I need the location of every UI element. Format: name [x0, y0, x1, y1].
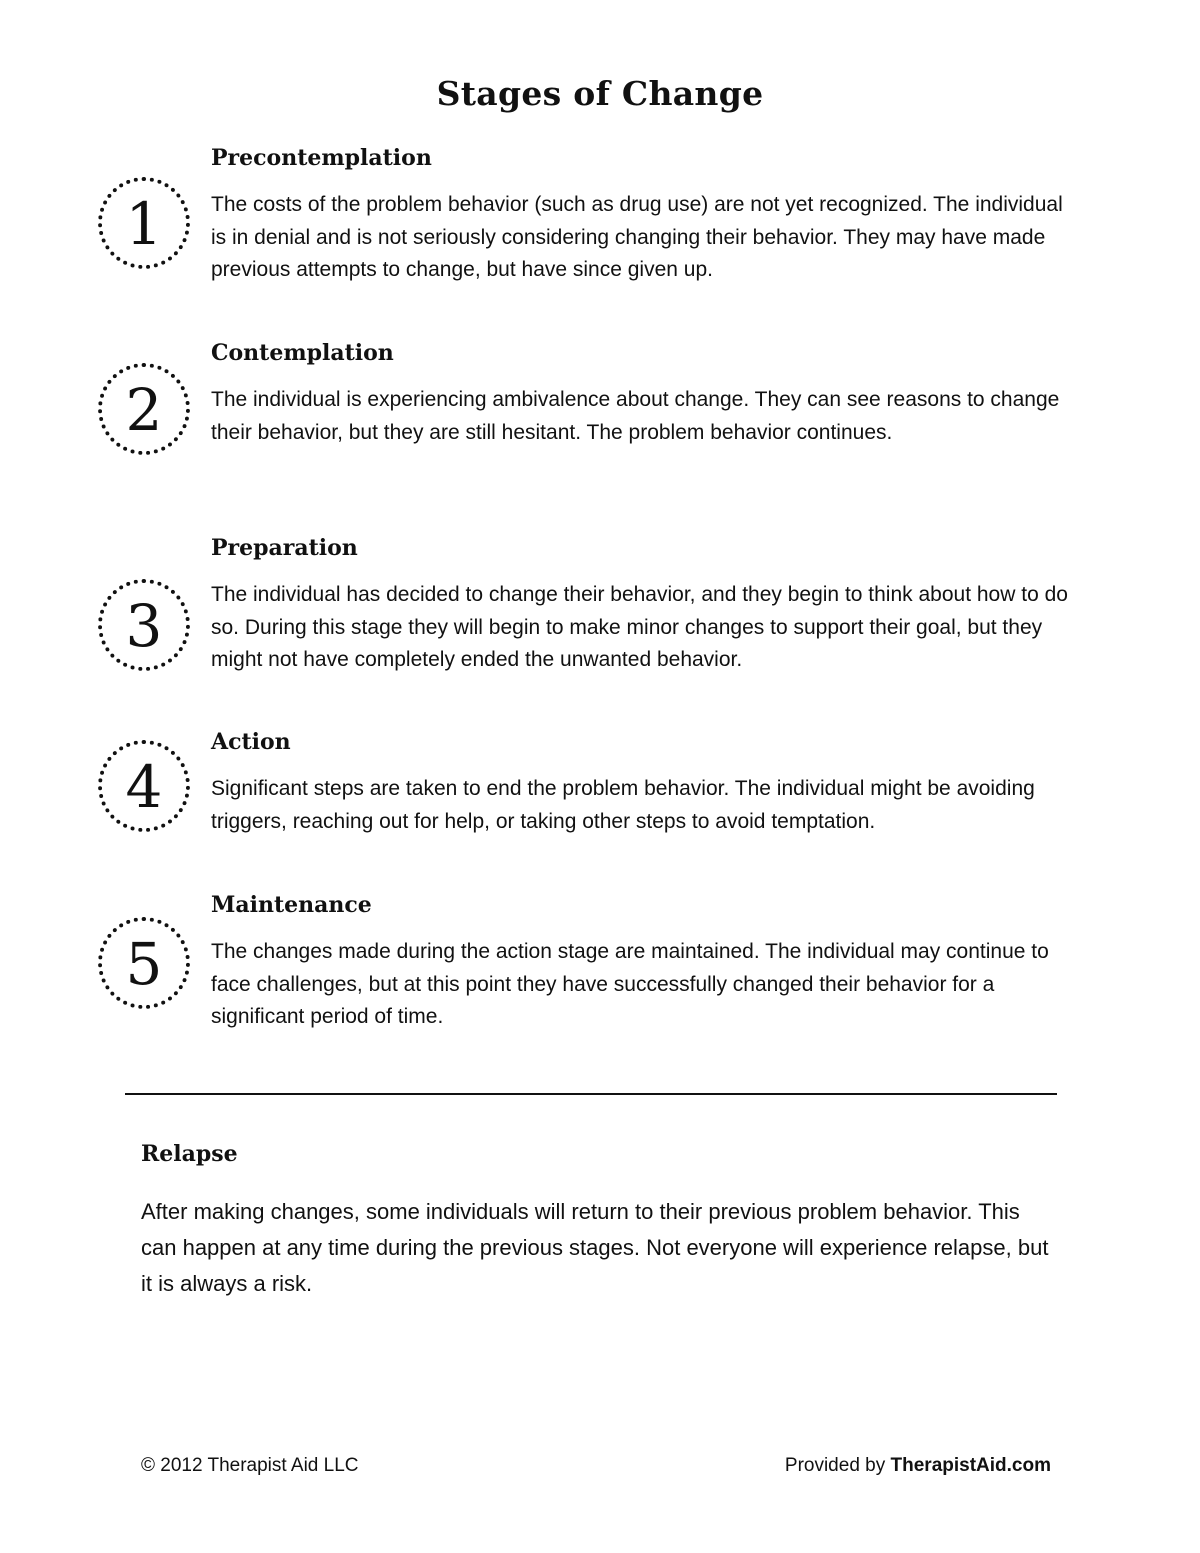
- stage-description: The individual is experiencing ambivalence about change. They can see reasons to change their behavior, but they are still hesitant. The problem behavior continues.: [211, 388, 1060, 444]
- stage-number: 1: [125, 190, 163, 258]
- stage-description: The individual has decided to change their behavior, and they begin to think about how to do so. During this stage they will begin to make minor changes to support their goal, but they might not have completely ended the unwanted behavior.: [211, 583, 1068, 671]
- stage-number-badge: [98, 363, 190, 455]
- stage-number: 3: [125, 592, 163, 660]
- stage-number-badge: [98, 740, 190, 832]
- stage-heading: Maintenance: [211, 892, 372, 918]
- footer-site-link: TherapistAid.com: [890, 1455, 1051, 1476]
- relapse-heading: Relapse: [141, 1141, 238, 1167]
- stage-number-badge: [98, 177, 190, 269]
- footer-provided-by: [785, 1455, 1051, 1477]
- relapse-description: After making changes, some individuals will return to their previous problem behavior. This can happen at any time during the previous stages. Not everyone will experience relapse, but it is always a risk.: [141, 1199, 1049, 1296]
- footer-provided-label: Provided by: [784, 1455, 886, 1476]
- stage-heading: Preparation: [211, 535, 358, 561]
- stage-description: The costs of the problem behavior (such as drug use) are not yet recognized. The individual is in denial and is not seriously considering changing their behavior. They may have made previous attempts to change, but have since given up.: [211, 193, 1063, 281]
- stage-number: 2: [125, 376, 163, 444]
- stage-number: 4: [125, 753, 163, 821]
- stage-heading: Contemplation: [211, 340, 394, 366]
- stage-number-badge: [98, 917, 190, 1009]
- stage-number: 5: [125, 930, 163, 998]
- page-title: Stages of Change: [436, 74, 764, 113]
- stage-number-badge: [98, 579, 190, 671]
- footer-copyright: © 2012 Therapist Aid LLC: [141, 1455, 359, 1476]
- stage-description: Significant steps are taken to end the problem behavior. The individual might be avoiding triggers, reaching out for help, or taking other steps to avoid temptation.: [211, 777, 1035, 833]
- section-divider: [125, 1093, 1057, 1095]
- stage-heading: Precontemplation: [211, 145, 432, 171]
- stage-heading: Action: [211, 729, 291, 755]
- stage-description: The changes made during the action stage are maintained. The individual may continue to face challenges, but at this point they have successfully changed their behavior for a significant period of time.: [211, 940, 1049, 1028]
